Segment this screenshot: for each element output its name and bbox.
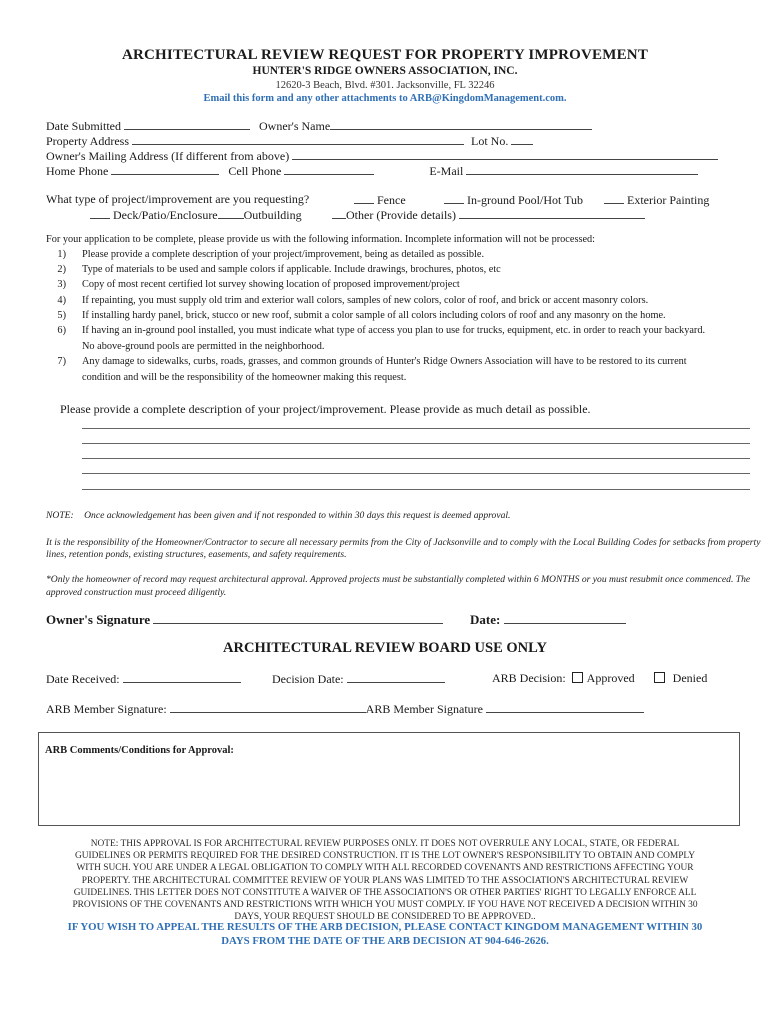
- note-approval-text: Once acknowledgement has been given and if not responded to within 30 days this request is deemed approval.: [84, 510, 511, 521]
- painting-label: Exterior Painting: [627, 193, 710, 207]
- date-submitted-row: [46, 118, 592, 134]
- fence-label: Fence: [377, 193, 406, 207]
- email-instruction[interactable]: Email this form and any other attachments to ARB@KingdomManagement.com.: [203, 93, 567, 104]
- requirement-item: [46, 264, 501, 275]
- requirement-text: Type of materials to be used and sample colors if applicable. Include drawings, brochures, photos, etc: [82, 264, 501, 275]
- email-field[interactable]: [466, 163, 698, 175]
- requirement-item: [46, 356, 687, 367]
- note-owner-line2: approved construction must proceed diligently.: [46, 587, 227, 598]
- deck-option[interactable]: [90, 207, 302, 223]
- association-address: 12620-3 Beach, Blvd. #301. Jacksonville, FL 32246: [275, 80, 495, 91]
- requirement-item: [46, 279, 460, 290]
- signature-date-label: Date:: [470, 612, 501, 627]
- signature-date-field[interactable]: [504, 611, 626, 624]
- home-phone-field[interactable]: [111, 163, 219, 175]
- date-received-label: Date Received:: [46, 672, 120, 686]
- note-permits-line2: lines, retention ponds, existing structures, easements, and safety requirements.: [46, 549, 347, 560]
- arb-decision-label: ARB Decision:: [492, 671, 566, 685]
- requirement-number: 4): [57, 295, 66, 306]
- approved-checkbox[interactable]: [572, 672, 583, 683]
- form-title: ARCHITECTURAL REVIEW REQUEST FOR PROPERTY IMPROVEMENT: [121, 47, 649, 63]
- legal-note-line: GUIDELINES. THIS LETTER DOES NOT CONSTITUTE A WAIVER OF THE ASSOCIATION'S OR OTHER PARTIES' RIGHT TO LEGALLY ENFORCE ALL: [73, 887, 697, 898]
- requirement-item: [46, 325, 705, 336]
- outbuilding-blank[interactable]: [218, 207, 244, 219]
- other-blank[interactable]: [332, 207, 346, 219]
- fence-blank[interactable]: [354, 192, 374, 204]
- requirement-number: 6): [57, 325, 66, 336]
- property-address-field[interactable]: [132, 133, 464, 145]
- member-signature-label-1: ARB Member Signature:: [46, 702, 167, 716]
- member-signature-field-1[interactable]: [170, 701, 366, 713]
- pool-option[interactable]: [444, 192, 583, 208]
- requirement-text: Copy of most recent certified lot survey showing location of proposed improvement/project: [82, 279, 460, 290]
- lot-no-field[interactable]: [511, 133, 533, 145]
- other-label: Other (Provide details): [346, 208, 456, 222]
- note-approval: [46, 510, 510, 521]
- requirement-number: 1): [57, 249, 66, 260]
- requirement-item: [46, 249, 484, 260]
- requirement-text: condition and will be the responsibility of the homeowner making this request.: [82, 372, 407, 383]
- decision-date-row: [272, 671, 445, 687]
- description-line[interactable]: [82, 443, 750, 444]
- cell-phone-label: Cell Phone: [228, 164, 282, 178]
- requirement-item: [46, 372, 406, 383]
- member-signature-field-2[interactable]: [486, 701, 644, 713]
- owner-signature-row: [46, 611, 443, 628]
- date-submitted-field[interactable]: [124, 118, 250, 130]
- legal-note: [0, 838, 770, 923]
- mailing-address-field[interactable]: [292, 148, 718, 160]
- description-line[interactable]: [82, 489, 750, 490]
- phone-row: [46, 163, 698, 179]
- denied-checkbox[interactable]: [654, 672, 665, 683]
- date-received-field[interactable]: [123, 671, 241, 683]
- project-type-question: What type of project/improvement are you requesting?: [46, 192, 310, 206]
- requirement-number: 7): [57, 356, 66, 367]
- requirement-item: [46, 295, 648, 306]
- requirement-number: 2): [57, 264, 66, 275]
- pool-label: In-ground Pool/Hot Tub: [467, 193, 584, 207]
- owners-name-label: Owner's Name: [259, 119, 331, 133]
- email-label: E-Mail: [429, 164, 464, 178]
- property-address-label: Property Address: [46, 134, 129, 148]
- description-prompt: Please provide a complete description of your project/improvement. Please provide as much detail as possible.: [60, 402, 591, 416]
- owner-signature-label: Owner's Signature: [46, 612, 151, 627]
- requirement-item: [46, 341, 325, 352]
- note-label: NOTE:: [46, 510, 74, 521]
- legal-note-line: NOTE: THIS APPROVAL IS FOR ARCHITECTURAL REVIEW PURPOSES ONLY. IT DOES NOT OVERRULE ANY LOCAL, STATE, OR FEDERAL: [90, 839, 680, 849]
- appeal-notice-line2: DAYS FROM THE DATE OF THE ARB DECISION AT 904-646-2626.: [221, 935, 549, 947]
- member-signature-row: [46, 701, 644, 717]
- deck-blank[interactable]: [90, 207, 110, 219]
- legal-note-line: WITH SUCH. YOU ARE UNDER A LEGAL OBLIGATION TO COMPLY WITH ALL RECORDED COVENANTS AND RESTRICTIONS AFFECTING YOUR: [76, 863, 694, 874]
- legal-note-line: DAYS, YOUR REQUEST SHOULD BE CONSIDERED TO BE APPROVED..: [234, 912, 536, 923]
- pool-blank[interactable]: [444, 192, 464, 204]
- mailing-address-row: [46, 148, 718, 164]
- note-owner-line1: *Only the homeowner of record may request architectural approval. Approved projects must be substantially completed within 6 MONTHS or you must resubmit once commenced. The: [46, 574, 751, 585]
- board-section-title: ARCHITECTURAL REVIEW BOARD USE ONLY: [223, 640, 547, 656]
- fence-option[interactable]: [354, 192, 406, 208]
- painting-option[interactable]: [604, 192, 709, 208]
- deck-label: Deck/Patio/Enclosure: [113, 208, 218, 222]
- description-line[interactable]: [82, 458, 750, 459]
- member-signature-label-2: ARB Member Signature: [365, 702, 483, 716]
- signature-date-row: [470, 611, 626, 628]
- other-details-field[interactable]: [459, 207, 645, 219]
- cell-phone-field[interactable]: [284, 163, 374, 175]
- requirements-intro: For your application to be complete, please provide us with the following information. Incomplete information will not be processed:: [46, 234, 596, 245]
- requirement-number: 5): [57, 310, 66, 321]
- requirement-text: If having an in-ground pool installed, you must indicate what type of access you plan to use for trucks, equipment, etc. in order to reach your backyard.: [82, 325, 706, 336]
- legal-note-line: PROVISIONS OF THE COVENANTS AND RESTRICTIONS WITH WHICH YOU MUST COMPLY. IF YOU HAVE NOT RECEIVED A DECISION WITHIN 30: [72, 900, 698, 911]
- decision-date-field[interactable]: [347, 671, 445, 683]
- arb-comments-label: ARB Comments/Conditions for Approval:: [45, 745, 234, 756]
- date-received-row: [46, 671, 241, 687]
- legal-note-line: PROPERTY. THE ARCHITECTURAL COMMITTEE REVIEW OF YOUR PLANS WAS LIMITED TO THE ASSOCIATION'S ARCHITECTURAL REVIEW: [81, 875, 689, 886]
- property-address-row: [46, 133, 533, 149]
- requirement-text: If installing hardy panel, brick, stucco or new roof, submit a color sample of all colors including colors of roof and any masonry on the home.: [82, 310, 666, 321]
- requirement-text: Please provide a complete description of your project/improvement, being as detailed as possible.: [82, 249, 485, 260]
- legal-note-line: GUIDELINES OR PERMITS REQUIRED FOR THE DESIRED CONSTRUCTION. IT IS THE LOT OWNER'S RESPONSIBILITY TO OBTAIN AND COMPLY: [75, 851, 695, 862]
- arb-decision-row: [492, 671, 707, 686]
- owner-signature-field[interactable]: [153, 611, 443, 624]
- painting-blank[interactable]: [604, 192, 624, 204]
- outbuilding-label: Outbuilding: [243, 208, 302, 222]
- description-line[interactable]: [82, 473, 750, 474]
- owners-name-field[interactable]: [330, 118, 592, 130]
- association-name: HUNTER'S RIDGE OWNERS ASSOCIATION, INC.: [252, 65, 518, 77]
- description-line[interactable]: [82, 428, 750, 429]
- requirement-number: 3): [57, 279, 66, 290]
- date-submitted-label: Date Submitted: [46, 119, 121, 133]
- approved-label: Approved: [586, 671, 635, 685]
- appeal-notice-line1: IF YOU WISH TO APPEAL THE RESULTS OF THE ARB DECISION, PLEASE CONTACT KINGDOM MANAGEMENT WITHIN 30: [67, 921, 703, 933]
- decision-date-label: Decision Date:: [272, 672, 344, 686]
- arb-comments-box[interactable]: [38, 732, 740, 826]
- requirement-text: If repainting, you must supply old trim and exterior wall colors, samples of new colors, color of roof, and brick or accent masonry colors.: [82, 295, 649, 306]
- home-phone-label: Home Phone: [46, 164, 109, 178]
- denied-label: Denied: [672, 671, 708, 685]
- note-permits-line1: It is the responsibility of the Homeowner/Contractor to secure all necessary permits from the City of Jacksonville and to comply with the Local Building Codes for setbacks from property: [46, 537, 761, 548]
- requirement-text: No above-ground pools are permitted in the neighborhood.: [82, 341, 325, 352]
- lot-no-label: Lot No.: [471, 134, 509, 148]
- other-option[interactable]: [332, 207, 645, 223]
- requirement-item: [46, 310, 666, 321]
- mailing-address-label: Owner's Mailing Address (If different from above): [46, 149, 290, 163]
- requirement-text: Any damage to sidewalks, curbs, roads, grasses, and common grounds of Hunter's Ridge Owners Association will have to be restored to its current: [82, 356, 687, 367]
